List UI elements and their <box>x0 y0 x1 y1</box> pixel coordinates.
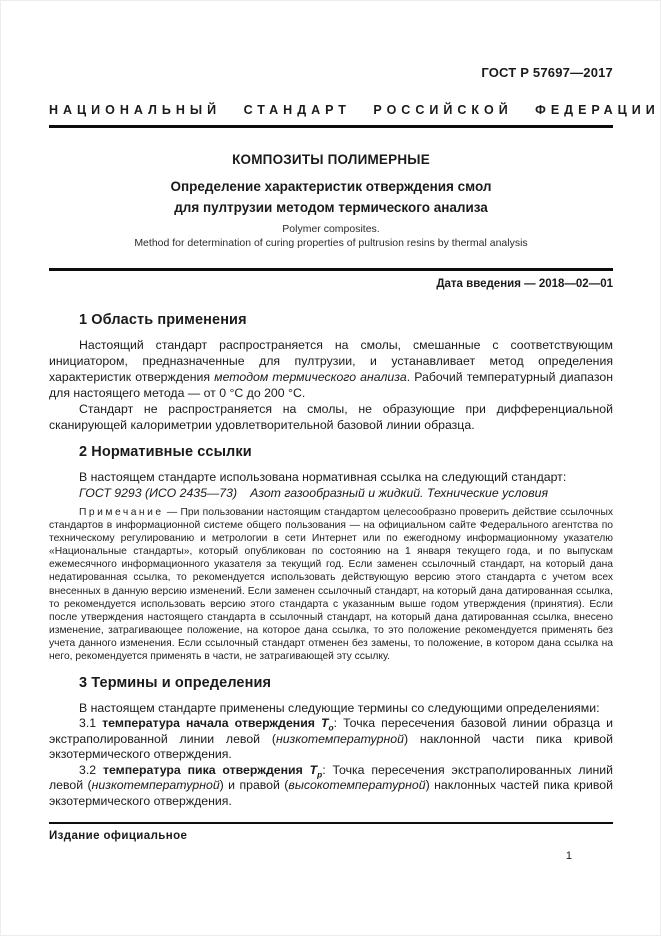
header-divider <box>49 125 613 128</box>
document-title-ru <box>49 176 613 218</box>
references-note <box>49 506 613 663</box>
effective-date: Дата введения — 2018—02—01 <box>436 278 613 290</box>
term-3-2-definition-italic-2: высокотемпературной <box>288 778 426 793</box>
footer-divider <box>49 822 613 824</box>
term-3-1-definition-italic: низкотемпературной <box>275 731 404 746</box>
term-3-2-symbol: Т <box>309 762 318 777</box>
term-3-1-symbol-subscript: о <box>328 722 334 733</box>
document-title-ru-line1: Определение характеристик отверждения смол <box>170 179 492 194</box>
document-title-en <box>49 222 613 250</box>
terms-intro: В настоящем стандарте применены следующие термины со следующими определениями: <box>79 701 600 716</box>
doc-number: ГОСТ Р 57697—2017 <box>481 65 613 80</box>
note-text: — При пользовании настоящим стандартом целесообразно проверить действие ссылочных стандартов в информационной системе общего пользования — на официальном сайте Федерального агентства по техническому регулированию и метрологии в сети Интернет или по ежегодному информационному указателю «Национальные стандарты», который опубликован по состоянию на 1 января текущего года, и по выпускам ежемесячного информационного указателя за текущий год. Если заменен ссылочный стандарт, на который дана недатированная ссылка, то рекомендуется использовать действующую версию этого стандарта с учетом всех внесенных в данную версию изменений. Если заменен ссылочный стандарт, на который дана датированная ссылка, то рекомендуется использовать версию этого стандарта с указанным выше годом утверждения (принятия). Если после утверждения настоящего стандарта в ссылочный стандарт, на который дана датированная ссылка, внесено изменение, затрагивающее положение, на которое дана ссылка, то это положение рекомендуется применять без учета данного изменения. Если ссылочный стандарт отменен без замены, то положение, в котором дана ссылка на него, рекомендуется применять в части, не затрагивающей эту ссылку. <box>49 507 613 663</box>
scope-p1-text-2: . Рабочий температурный диапазон для настоящего метода — от 0 °С до 200 °С. <box>49 370 613 400</box>
document-title-en-line1: Polymer composites. <box>282 223 380 235</box>
term-3-1-number: 3.1 <box>79 716 103 731</box>
term-3-1-name: температура начала отверждения <box>102 716 322 731</box>
term-3-2-symbol-subscript: р <box>317 769 323 780</box>
page-content <box>49 65 660 809</box>
references-intro: В настоящем стандарте использована нормативная ссылка на следующий стандарт: <box>79 470 567 484</box>
section-3-heading: 3 Термины и определения <box>79 675 272 692</box>
scope-p1-text-1: Настоящий стандарт распространяется на смолы, смешанные с соответствующим инициатором, предназначенные для пултрузии, и устанавливает метод определения характеристик отверждения <box>49 338 613 384</box>
reference-entry <box>49 485 613 501</box>
edition-note: Издание официальное <box>49 830 188 842</box>
section-1-heading: 1 Область применения <box>79 312 247 328</box>
document-title-en-line2: Method for determination of curing properties of pultrusion resins by thermal analysis <box>134 237 528 249</box>
national-standard-banner: НАЦИОНАЛЬНЫЙ СТАНДАРТ РОССИЙСКОЙ ФЕДЕРАЦИИ <box>49 103 660 117</box>
note-label: Примечание <box>79 507 164 518</box>
term-3-1-definition-2: ) наклонной части пика кривой экзотермического отверждения. <box>49 731 613 762</box>
document-subject-title: КОМПОЗИТЫ ПОЛИМЕРНЫЕ <box>232 152 430 167</box>
term-3-2-number: 3.2 <box>79 762 103 777</box>
page-number: 1 <box>565 850 572 862</box>
scope-p1-italic: методом термического анализа <box>214 370 407 384</box>
document-title-ru-line2: для пултрузии методом термического анализа <box>174 200 488 215</box>
reference-code: ГОСТ 9293 (ИСО 2435—73) <box>79 486 238 500</box>
term-definition-3-2 <box>49 763 613 810</box>
scope-paragraph-1 <box>49 337 613 401</box>
scope-paragraph-2: Стандарт не распространяется на смолы, не образующие при дифференциальной сканирующей калориметрии удовлетворительной базовой линии образца. <box>49 402 613 432</box>
term-3-1-symbol: Т <box>321 716 329 731</box>
reference-title: Азот газообразный и жидкий. Технические условия <box>250 486 549 500</box>
term-3-2-definition-1: : Точка пересечения экстраполированных линий левой ( <box>49 762 613 793</box>
term-definition-3-1 <box>49 716 613 763</box>
term-3-2-name: температура пика отверждения <box>102 762 310 777</box>
term-3-1-definition-1: : Точка пересечения базовой линии образца и экстраполированной линии левой ( <box>49 716 613 746</box>
title-divider <box>49 268 613 271</box>
section-2-heading: 2 Нормативные ссылки <box>79 444 252 460</box>
term-3-2-definition-3: ) наклонных частей пика кривой экзотермического отверждения. <box>49 778 613 808</box>
term-3-2-definition-italic-1: низкотемпературной <box>91 778 220 793</box>
term-3-2-definition-2: ) и правой ( <box>219 778 289 793</box>
